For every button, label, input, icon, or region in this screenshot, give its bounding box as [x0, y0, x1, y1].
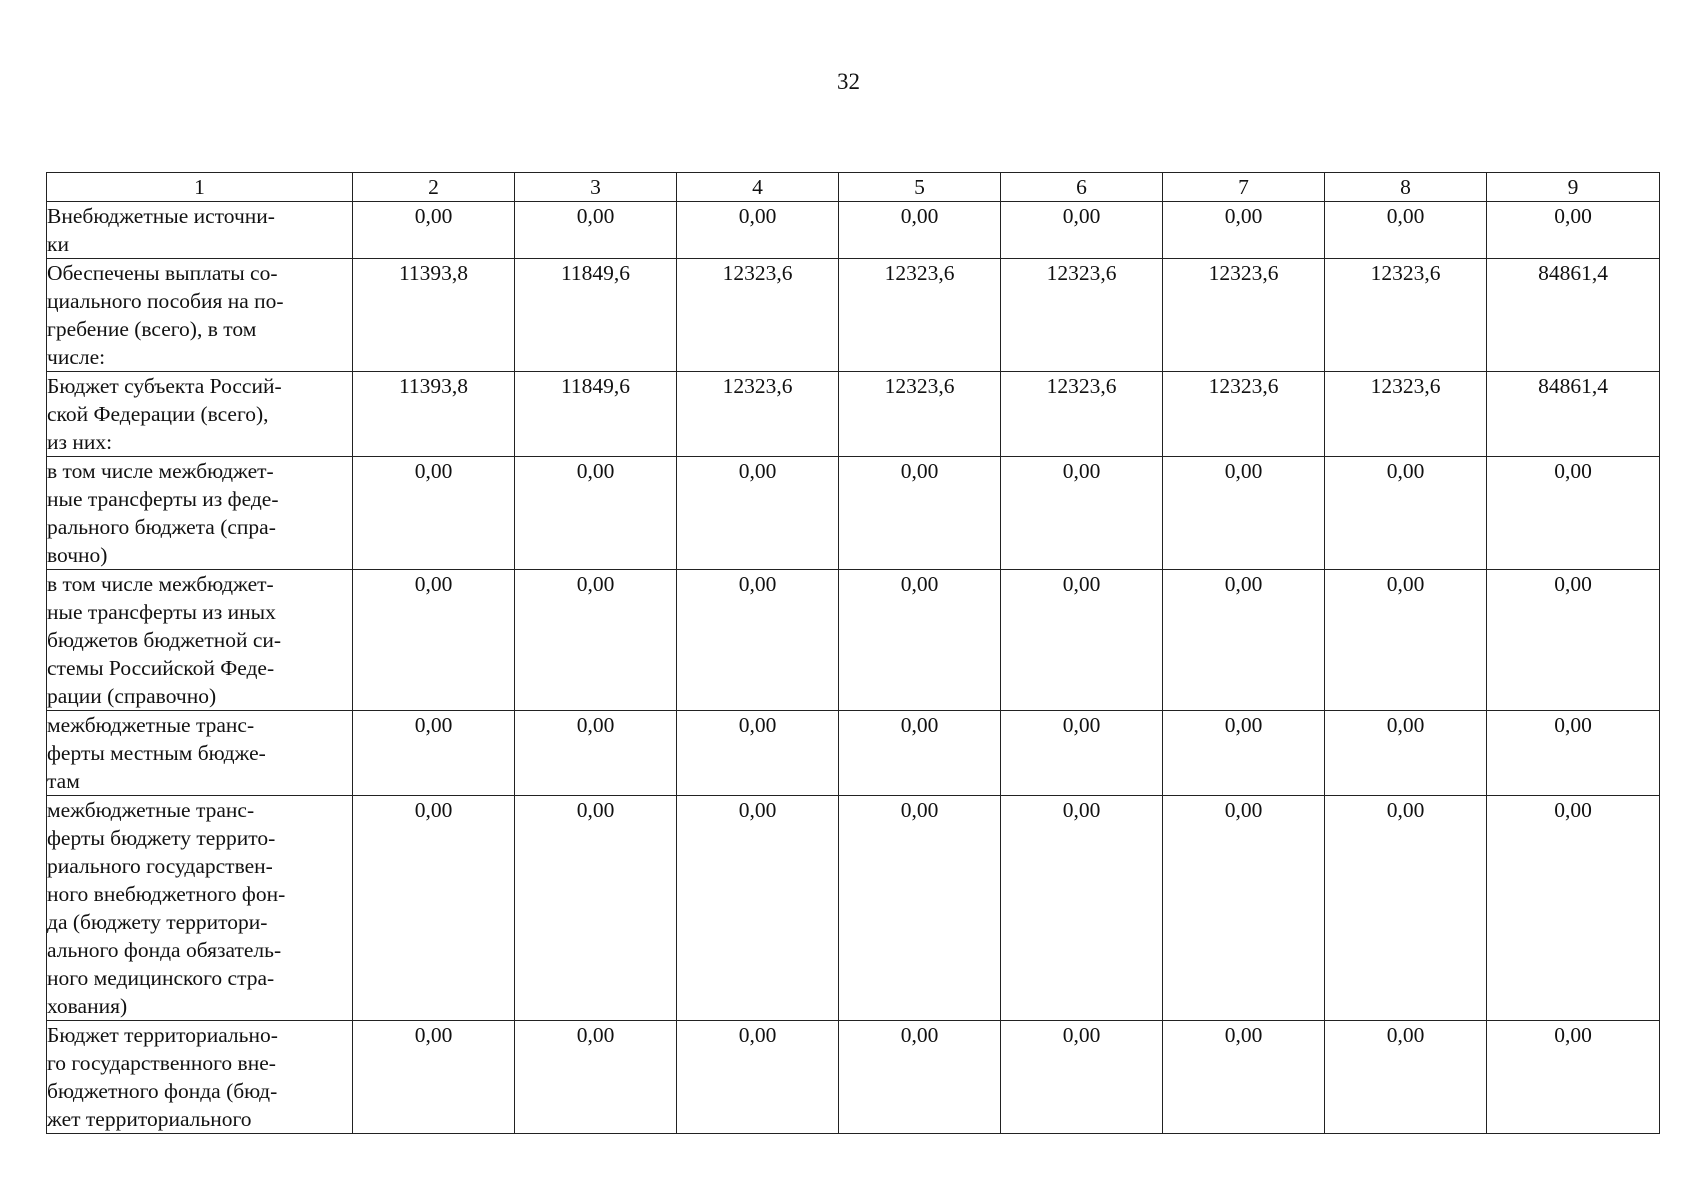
- value-cell: 0,00: [1163, 202, 1325, 259]
- value-cell: 0,00: [1163, 796, 1325, 1021]
- row-label: [47, 372, 353, 457]
- value-cell: 0,00: [1325, 202, 1487, 259]
- row-label-line: ного внебюджетного фон-: [47, 882, 286, 906]
- value-cell: 0,00: [1163, 1021, 1325, 1134]
- row-label-line: риального государствен-: [47, 854, 273, 878]
- table-row: [47, 796, 1660, 1021]
- value-cell: 0,00: [839, 796, 1001, 1021]
- value-cell: 0,00: [677, 1021, 839, 1134]
- value-cell: 0,00: [1325, 1021, 1487, 1134]
- table-row: [47, 711, 1660, 796]
- value-cell: 0,00: [353, 796, 515, 1021]
- row-label-line: да (бюджету территори-: [47, 910, 268, 934]
- row-label-line: ферты бюджету террито-: [47, 826, 276, 850]
- value-cell: 0,00: [353, 711, 515, 796]
- value-cell: 0,00: [1487, 202, 1660, 259]
- value-cell: 12323,6: [1325, 372, 1487, 457]
- row-label-line: стемы Российской Феде-: [47, 656, 275, 680]
- row-label-line: бюджетов бюджетной си-: [47, 628, 282, 652]
- row-label-line: числе:: [47, 345, 106, 369]
- value-cell: 11849,6: [515, 259, 677, 372]
- row-label-line: хования): [47, 994, 128, 1018]
- value-cell: 0,00: [1163, 457, 1325, 570]
- value-cell: 0,00: [515, 1021, 677, 1134]
- row-label-line: из них:: [47, 430, 113, 454]
- row-label-line: бюджетного фонда (бюд-: [47, 1079, 278, 1103]
- value-cell: 0,00: [1001, 570, 1163, 711]
- value-cell: 0,00: [1325, 570, 1487, 711]
- row-label-line: там: [47, 769, 80, 793]
- value-cell: 0,00: [1487, 711, 1660, 796]
- value-cell: 0,00: [1487, 570, 1660, 711]
- value-cell: 0,00: [515, 796, 677, 1021]
- value-cell: 12323,6: [1325, 259, 1487, 372]
- table-row: [47, 202, 1660, 259]
- row-label-line: ные трансферты из иных: [47, 600, 276, 624]
- row-label-line: ального фонда обязатель-: [47, 938, 282, 962]
- column-header: 8: [1325, 173, 1487, 202]
- column-header: 4: [677, 173, 839, 202]
- value-cell: 0,00: [677, 570, 839, 711]
- value-cell: 0,00: [1163, 570, 1325, 711]
- value-cell: 12323,6: [677, 259, 839, 372]
- value-cell: 0,00: [1487, 457, 1660, 570]
- table-row: [47, 457, 1660, 570]
- row-label: [47, 202, 353, 259]
- row-label: [47, 457, 353, 570]
- table-row: [47, 372, 1660, 457]
- value-cell: 12323,6: [839, 259, 1001, 372]
- row-label-line: Бюджет субъекта Россий-: [47, 374, 282, 398]
- row-label-line: гребение (всего), в том: [47, 317, 257, 341]
- row-label-line: вочно): [47, 543, 108, 567]
- row-label: [47, 796, 353, 1021]
- value-cell: 11393,8: [353, 259, 515, 372]
- row-label-line: ской Федерации (всего),: [47, 402, 269, 426]
- column-header: 2: [353, 173, 515, 202]
- value-cell: 0,00: [677, 202, 839, 259]
- value-cell: 0,00: [515, 711, 677, 796]
- row-label-line: ки: [47, 232, 69, 256]
- value-cell: 0,00: [515, 570, 677, 711]
- table-body: [47, 202, 1660, 1134]
- column-header: 7: [1163, 173, 1325, 202]
- table-row: [47, 1021, 1660, 1134]
- value-cell: 0,00: [839, 711, 1001, 796]
- table-row: [47, 570, 1660, 711]
- row-label-line: жет территориального: [47, 1107, 252, 1131]
- value-cell: 0,00: [1325, 711, 1487, 796]
- row-label-line: Обеспечены выплаты со-: [47, 261, 278, 285]
- value-cell: 84861,4: [1487, 372, 1660, 457]
- row-label-line: Бюджет территориально-: [47, 1023, 278, 1047]
- value-cell: 0,00: [1163, 711, 1325, 796]
- value-cell: 0,00: [677, 796, 839, 1021]
- row-label: [47, 259, 353, 372]
- column-number-row: [47, 173, 1660, 202]
- column-header: 3: [515, 173, 677, 202]
- value-cell: 0,00: [1487, 796, 1660, 1021]
- value-cell: 0,00: [515, 202, 677, 259]
- value-cell: 0,00: [1487, 1021, 1660, 1134]
- row-label-line: в том числе межбюджет-: [47, 459, 274, 483]
- value-cell: 12323,6: [1001, 259, 1163, 372]
- value-cell: 0,00: [839, 1021, 1001, 1134]
- value-cell: 12323,6: [1001, 372, 1163, 457]
- page-number: 32: [837, 69, 860, 94]
- value-cell: 0,00: [515, 457, 677, 570]
- column-header: 6: [1001, 173, 1163, 202]
- value-cell: 0,00: [677, 457, 839, 570]
- value-cell: 0,00: [839, 457, 1001, 570]
- budget-table: [46, 172, 1660, 1134]
- row-label-line: Внебюджетные источни-: [47, 204, 275, 228]
- column-header: 9: [1487, 173, 1660, 202]
- value-cell: 0,00: [1325, 457, 1487, 570]
- value-cell: 0,00: [353, 570, 515, 711]
- row-label-line: ного медицинского стра-: [47, 966, 275, 990]
- value-cell: 0,00: [839, 570, 1001, 711]
- value-cell: 84861,4: [1487, 259, 1660, 372]
- row-label-line: межбюджетные транс-: [47, 713, 255, 737]
- row-label-line: в том числе межбюджет-: [47, 572, 274, 596]
- row-label: [47, 711, 353, 796]
- row-label-line: рального бюджета (спра-: [47, 515, 276, 539]
- value-cell: 0,00: [353, 1021, 515, 1134]
- value-cell: 11393,8: [353, 372, 515, 457]
- column-header: 1: [47, 173, 353, 202]
- row-label-line: го государственного вне-: [47, 1051, 276, 1075]
- value-cell: 0,00: [1325, 796, 1487, 1021]
- row-label-line: межбюджетные транс-: [47, 798, 255, 822]
- value-cell: 0,00: [1001, 1021, 1163, 1134]
- value-cell: 11849,6: [515, 372, 677, 457]
- row-label: [47, 1021, 353, 1134]
- row-label-line: ные трансферты из феде-: [47, 487, 279, 511]
- value-cell: 0,00: [1001, 202, 1163, 259]
- value-cell: 0,00: [353, 457, 515, 570]
- value-cell: 0,00: [839, 202, 1001, 259]
- value-cell: 0,00: [1001, 457, 1163, 570]
- value-cell: 12323,6: [1163, 372, 1325, 457]
- value-cell: 0,00: [1001, 796, 1163, 1021]
- value-cell: 0,00: [353, 202, 515, 259]
- row-label-line: рации (справочно): [47, 684, 217, 708]
- column-header: 5: [839, 173, 1001, 202]
- table-row: [47, 259, 1660, 372]
- value-cell: 0,00: [1001, 711, 1163, 796]
- value-cell: 12323,6: [1163, 259, 1325, 372]
- row-label: [47, 570, 353, 711]
- value-cell: 0,00: [677, 711, 839, 796]
- value-cell: 12323,6: [839, 372, 1001, 457]
- row-label-line: циального пособия на по-: [47, 289, 284, 313]
- row-label-line: ферты местным бюдже-: [47, 741, 266, 765]
- value-cell: 12323,6: [677, 372, 839, 457]
